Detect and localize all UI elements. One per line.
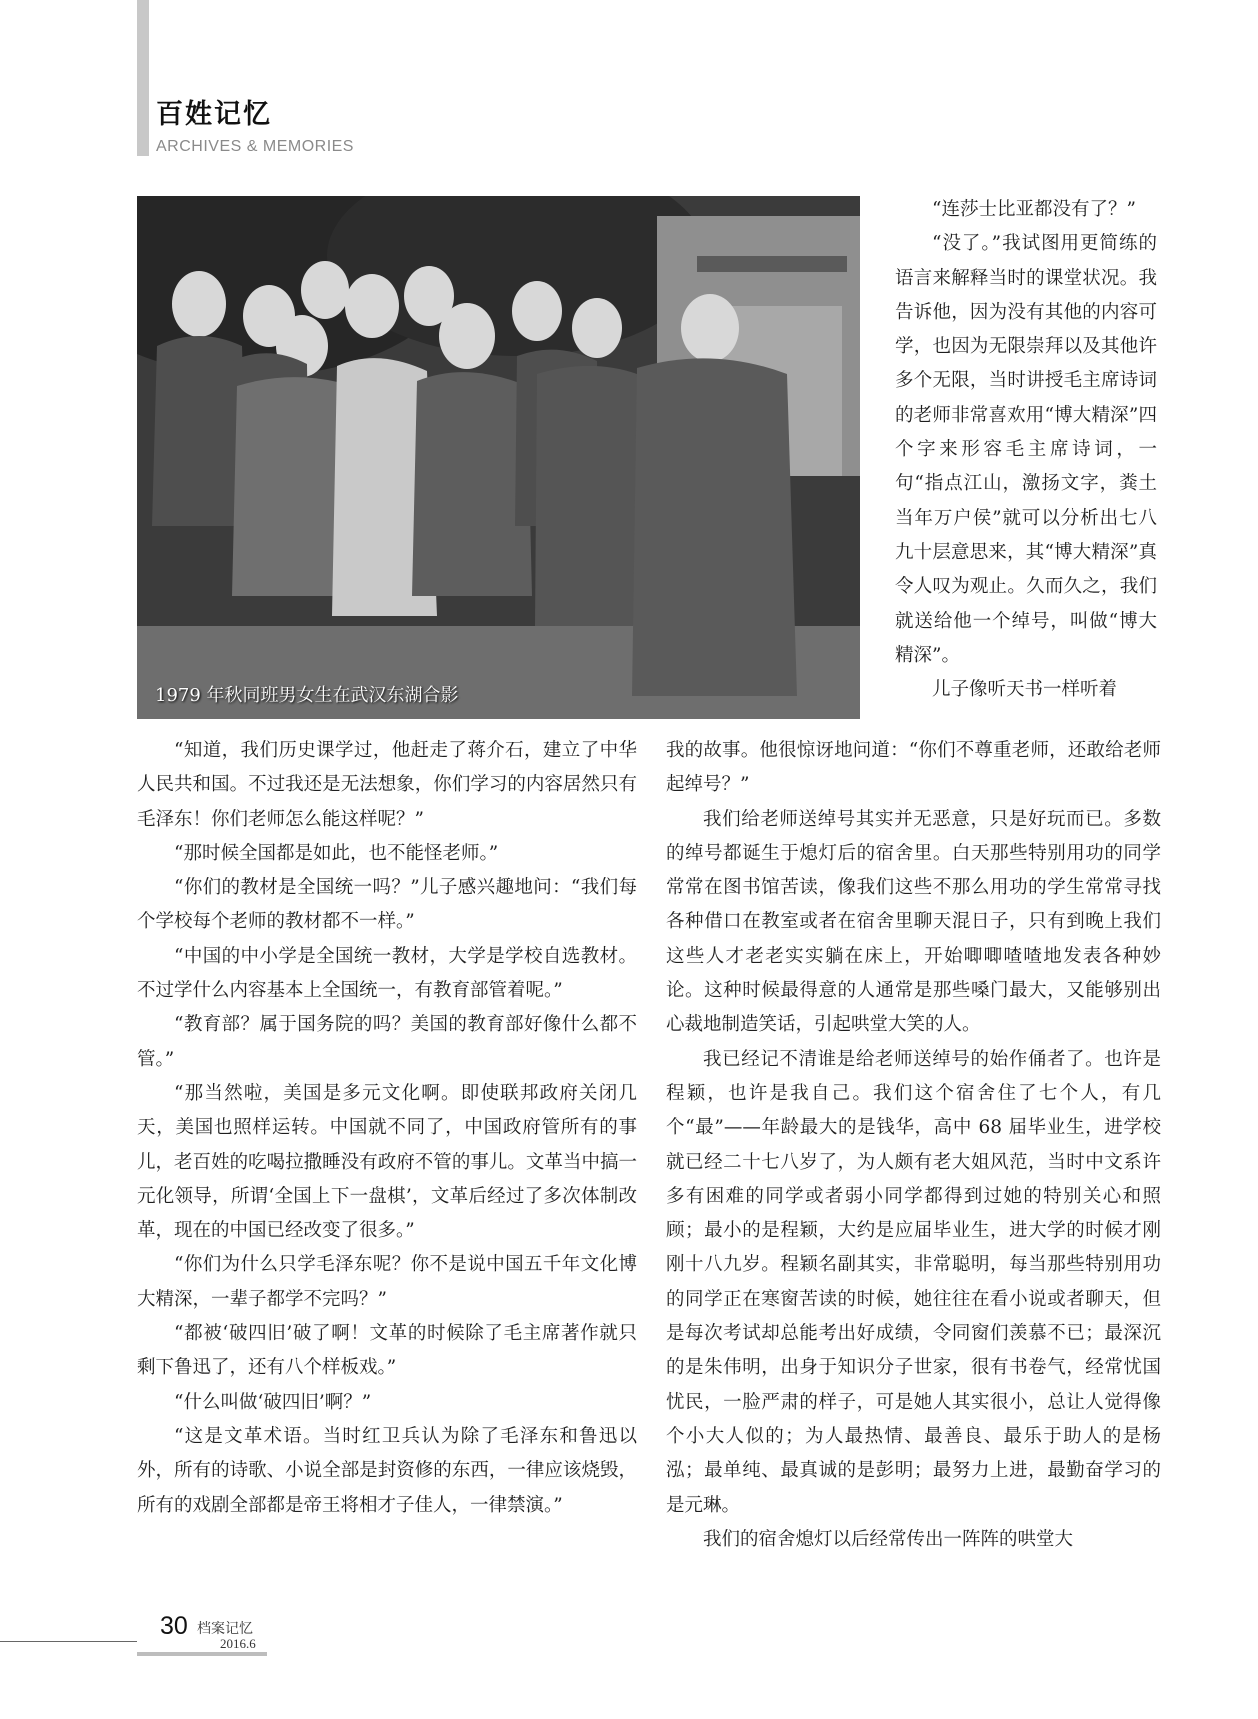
paragraph: 儿子像听天书一样听着 bbox=[932, 679, 1118, 701]
footer-rule bbox=[0, 1641, 137, 1642]
bottom-right-column-text bbox=[666, 734, 1161, 1557]
photo-caption: 1979 年秋同班男女生在武汉东湖合影 bbox=[155, 685, 459, 706]
paragraph: “你们为什么只学毛泽东呢？你不是说中国五千年文化博大精深，一辈子都学不完吗？” bbox=[137, 1254, 637, 1310]
right-column-text bbox=[895, 193, 1157, 707]
paragraph: 我已经记不清谁是给老师送绰号的始作俑者了。也许是程颖，也许是我自己。我们这个宿舍住了七个人，有几个“最”——年龄最大的是钱华，高中 68 届毕业生，进学校就已经二十七八岁了，为人颇有老大姐风范，当时中文系许多有困难的同学或者弱小同学都得到过她的特别关心和照顾；最小的是程颖，大约是应届毕业生，进大学的时候才刚刚十八九岁。程颖名副其实，非常聪明，每当那些特别用功的同学正在寒窗苦读的时候，她往往在看小说或者聊天，但是每次考试却总能考出好成绩，令同窗们羡慕不已；最深沉的是朱伟明，出身于知识分子世家，很有书卷气，经常忧国忧民，一脸严肃的样子，可是她人其实很小，总让人觉得像个小大人似的；为人最热情、最善良、最乐于助人的是杨泓；最单纯、最真诚的是彭明；最努力上进，最勤奋学习的是元琳。 bbox=[666, 1048, 1161, 1516]
paragraph: “教育部？属于国务院的吗？美国的教育部好像什么都不管。” bbox=[137, 1014, 637, 1070]
paragraph: “什么叫做‘破四旧’啊？” bbox=[174, 1391, 372, 1413]
section-title: 百姓记忆 bbox=[156, 99, 272, 130]
paragraph: “都被‘破四旧’破了啊！文革的时候除了毛主席著作就只剩下鲁迅了，还有八个样板戏。” bbox=[137, 1323, 637, 1379]
paragraph: 我们给老师送绰号其实并无恶意，只是好玩而已。多数的绰号都诞生于熄灯后的宿舍里。白天那些特别用功的同学常常在图书馆苦读，像我们这些不那么用功的学生常常寻找各种借口在教室或者在宿舍里聊天混日子，只有到晚上我们这些人才老老实实躺在床上，开始唧唧喳喳地发表各种妙论。这种时候最得意的人通常是那些嗓门最大，又能够别出心裁地制造笑话，引起哄堂大笑的人。 bbox=[666, 808, 1161, 1036]
paragraph: “那当然啦，美国是多元文化啊。即使联邦政府关闭几天，美国也照样运转。中国就不同了，中国政府管所有的事儿，老百姓的吃喝拉撒睡没有政府不管的事儿。文革当中搞一元化领导，所谓‘全国上下一盘棋’，文革后经过了多次体制改革，现在的中国已经改变了很多。” bbox=[137, 1082, 637, 1242]
footer-accent-bar bbox=[137, 1652, 267, 1656]
paragraph: “连莎士比亚都没有了？” bbox=[932, 199, 1136, 220]
paragraph: “你们的教材是全国统一吗？”儿子感兴趣地问：“我们每个学校每个老师的教材都不一样。” bbox=[137, 877, 637, 933]
left-column-text bbox=[137, 734, 637, 1523]
group-photo bbox=[137, 196, 860, 719]
paragraph: “中国的中小学是全国统一教材，大学是学校自选教材。不过学什么内容基本上全国统一，有教育部管着呢。” bbox=[137, 945, 637, 1002]
issue-date: 2016.6 bbox=[220, 1636, 256, 1651]
section-subtitle: ARCHIVES & MEMORIES bbox=[156, 138, 354, 155]
paragraph: “那时候全国都是如此，也不能怪老师。” bbox=[174, 842, 499, 864]
paragraph: 我的故事。他很惊讶地问道：“你们不尊重老师，还敢给老师起绰号？” bbox=[666, 740, 1161, 796]
page-number: 30 bbox=[160, 1612, 188, 1640]
paragraph: “这是文革术语。当时红卫兵认为除了毛泽东和鲁迅以外，所有的诗歌、小说全部是封资修的东西，一律应该烧毁，所有的戏剧全部都是帝王将相才子佳人，一律禁演。” bbox=[137, 1425, 637, 1516]
magazine-name: 档案记忆 bbox=[197, 1621, 253, 1637]
paragraph: 我们的宿舍熄灯以后经常传出一阵阵的哄堂大 bbox=[703, 1528, 1074, 1550]
paragraph: “没了。”我试图用更简练的语言来解释当时的课堂状况。我告诉他，因为没有其他的内容可学，也因为无限崇拜以及其他许多个无限，当时讲授毛主席诗词的老师非常喜欢用“博大精深”四个字来形容毛主席诗词，一句“指点江山，激扬文字，粪土当年万户侯”就可以分析出七八九十层意思来，其“博大精深”真令人叹为观止。久而久之，我们就送给他一个绰号，叫做“博大精深”。 bbox=[895, 233, 1157, 666]
header-accent-bar bbox=[137, 0, 149, 156]
group-photo-illustration bbox=[137, 196, 860, 719]
paragraph: “知道，我们历史课学过，他赶走了蒋介石，建立了中华人民共和国。不过我还是无法想象，你们学习的内容居然只有毛泽东！你们老师怎么能这样呢？” bbox=[137, 740, 637, 830]
